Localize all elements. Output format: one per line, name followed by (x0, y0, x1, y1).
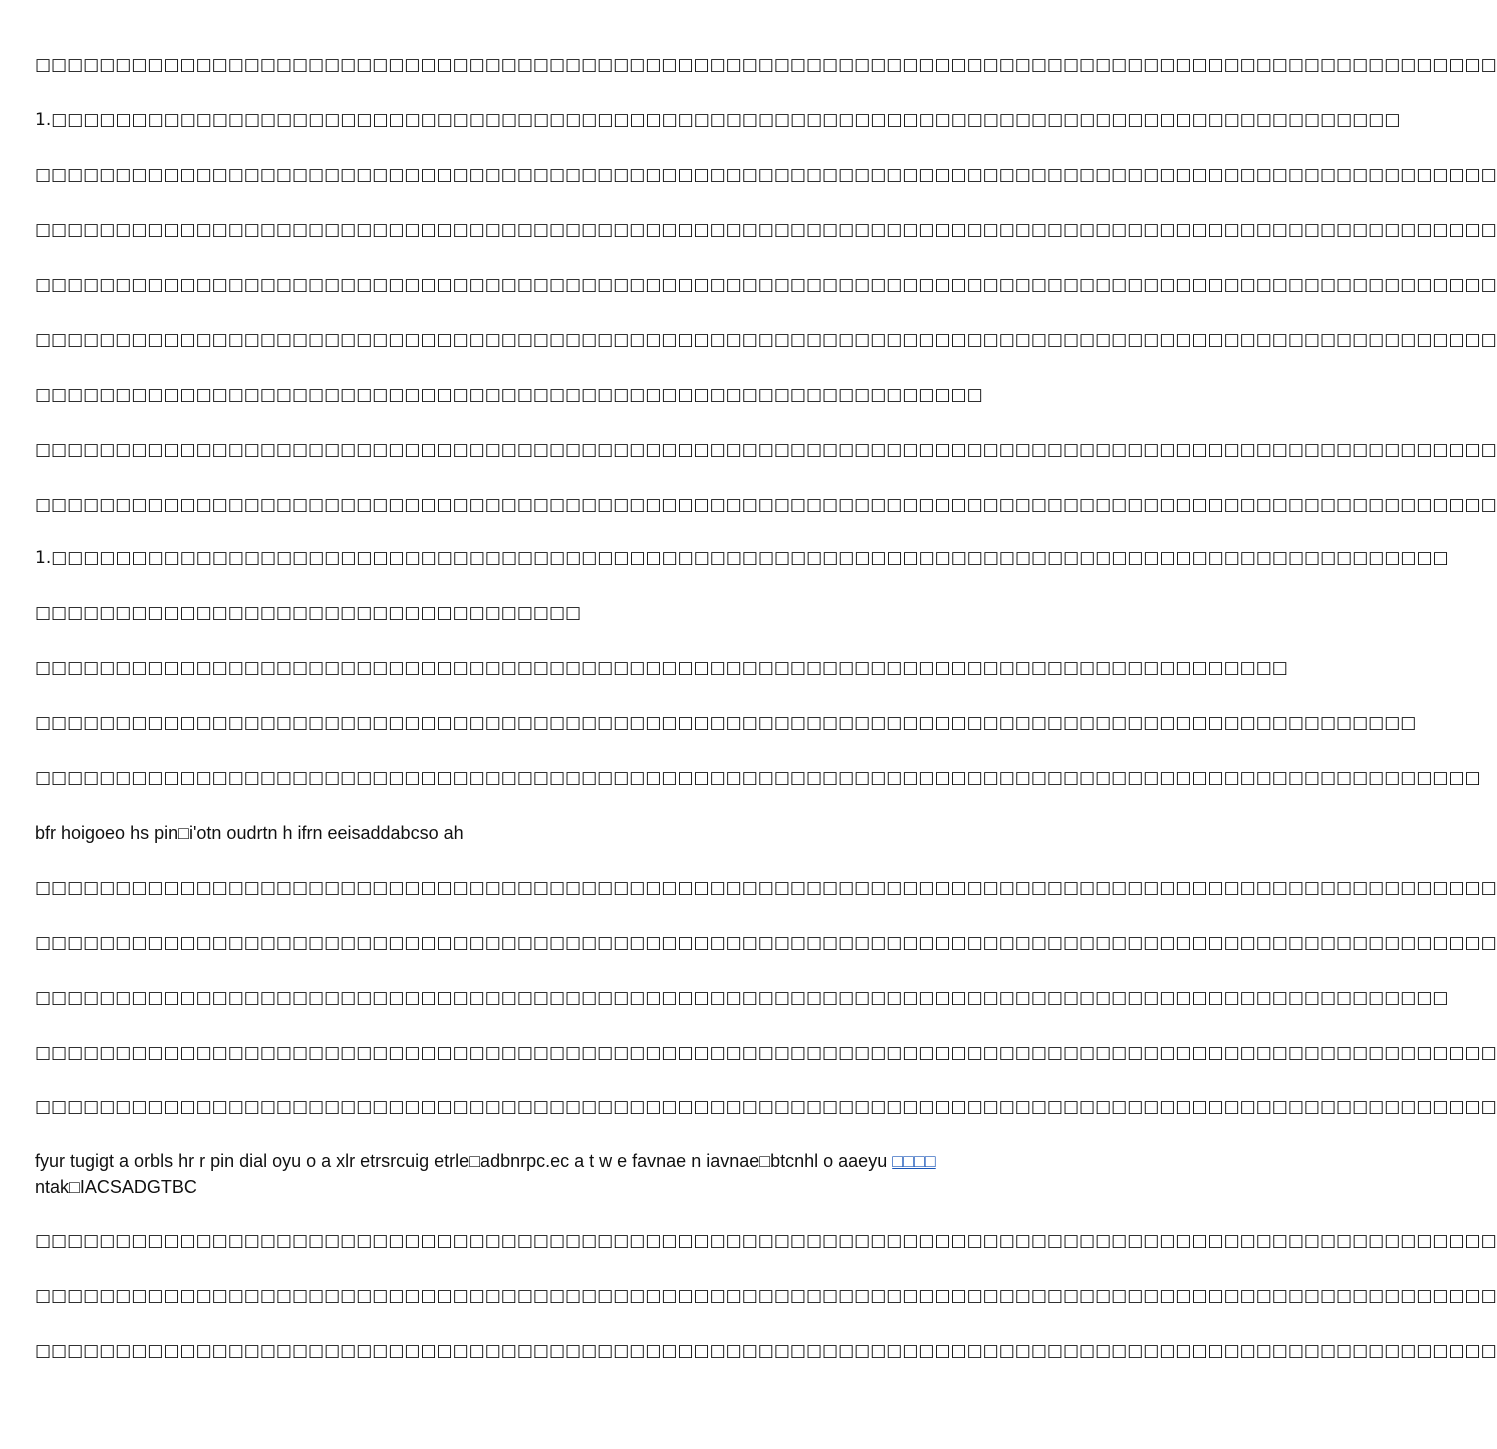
paragraph: □□□□□□□□□□□□□□□□□□□□□□□□□□□□□□□□□□□□□□□□□□□□□□□□□□□□□□□□□□□□□□□□□□□□□□□□□□□□□□□□□□□□□□□□□□□ (35, 275, 1497, 295)
paragraph: □□□□□□□□□□□□□□□□□□□□□□□□□□□□□□□□□□□□□□□□□□□□□□□□□□□□□□□□□□□□□□□□□□□□□□□□□□□□□□□□□□□□□□□□□□□ (35, 440, 1497, 460)
paragraph: □□□□□□□□□□□□□□□□□□□□□□□□□□□□□□□□□□□□□□□□□□□□□□□□□□□□□□□□□□□□□□□□□□□□□□□□□□□□□□□□□□□□□□□□□□□ (35, 1231, 1497, 1251)
paragraph: □□□□□□□□□□□□□□□□□□□□□□□□□□□□□□□□□□□□□□□□□□□□□□□□□□□□□□□□□□□□□□□□□□□□□□□□□□□□□□□□□□□□□□□□□□□ (35, 878, 1497, 898)
paragraph: □□□□□□□□□□□□□□□□□□□□□□□□□□□□□□□□□□□□□□□□□□□□□□□□□□□□□□□□□□□□□□□□□□□□□□□□□□□□□□□□□□□□□□□□ (35, 988, 1449, 1008)
paragraph: □□□□□□□□□□□□□□□□□□□□□□□□□□□□□□□□□□□□□□□□□□□□□□□□□□□□□□□□□□□□□□□□□□□□□□□□□□□□□□□□□□□□□□□□□□□ (35, 165, 1497, 185)
paragraph: □□□□□□□□□□□□□□□□□□□□□□□□□□□□□□□□□□□□□□□□□□□□□□□□□□□□□□□□□□□□□□□□□□□□□□□□□□□□□□ (35, 658, 1288, 678)
paragraph: 1.□□□□□□□□□□□□□□□□□□□□□□□□□□□□□□□□□□□□□□□□□□□□□□□□□□□□□□□□□□□□□□□□□□□□□□□□□□□□□□□□□□□□ (35, 110, 1401, 130)
paragraph: □□□□□□□□□□□□□□□□□□□□□□□□□□□□□□□□□□□□□□□□□□□□□□□□□□□□□□□□□□□□□□□□□□□□□□□□□□□□□□□□□□□□□□□□□□□ (35, 220, 1497, 240)
link-paragraph-text: fyur tugigt a orbls hr r pin dial oyu o a xlr etrsrcuig etrle□adbnrpc.ec a t w e favnae n iavnae□btcnhl o aaeyu (35, 1151, 893, 1171)
paragraph: □□□□□□□□□□□□□□□□□□□□□□□□□□□□□□□□□□□□□□□□□□□□□□□□□□□□□□□□□□□□□□□□□□□□□□□□□□□□□□□□□□□□□□ (35, 713, 1417, 733)
link-paragraph (35, 1148, 990, 1200)
paragraph: □□□□□□□□□□□□□□□□□□□□□□□□□□□□□□□□□□□□□□□□□□□□□□□□□□□□□□□□□□□□□□□□□□□□□□□□□□□□□□□□□□□□□□□□□□ (35, 768, 1481, 788)
link-paragraph-line-1 (35, 1148, 990, 1174)
paragraph: 1.□□□□□□□□□□□□□□□□□□□□□□□□□□□□□□□□□□□□□□□□□□□□□□□□□□□□□□□□□□□□□□□□□□□□□□□□□□□□□□□□□□□□□□□ (35, 548, 1449, 568)
paragraph: □□□□□□□□□□□□□□□□□□□□□□□□□□□□□□□□□□□□□□□□□□□□□□□□□□□□□□□□□□□□□□□□□□□□□□□□□□□□□□□□□□□□□□□□□□□ (35, 1341, 1497, 1361)
paragraph: □□□□□□□□□□□□□□□□□□□□□□□□□□□□□□□□□□□□□□□□□□□□□□□□□□□□□□□□□□□ (35, 385, 983, 405)
link-paragraph-line-2: ntak□IACSADGTBC (35, 1177, 197, 1197)
paragraph: □□□□□□□□□□□□□□□□□□□□□□□□□□□□□□□□□□□□□□□□□□□□□□□□□□□□□□□□□□□□□□□□□□□□□□□□□□□□□□□□□□□□□□□□□□□ (35, 55, 1497, 75)
paragraph: □□□□□□□□□□□□□□□□□□□□□□□□□□□□□□□□□□□□□□□□□□□□□□□□□□□□□□□□□□□□□□□□□□□□□□□□□□□□□□□□□□□□□□□□□□□ (35, 330, 1497, 350)
paragraph: □□□□□□□□□□□□□□□□□□□□□□□□□□□□□□□□□□□□□□□□□□□□□□□□□□□□□□□□□□□□□□□□□□□□□□□□□□□□□□□□□□□□□□□□□□□ (35, 1097, 1497, 1117)
inline-link[interactable]: □□□□ (892, 1151, 936, 1171)
paragraph: □□□□□□□□□□□□□□□□□□□□□□□□□□□□□□□□□□□□□□□□□□□□□□□□□□□□□□□□□□□□□□□□□□□□□□□□□□□□□□□□□□□□□□□□□□□ (35, 1286, 1497, 1306)
paragraph: □□□□□□□□□□□□□□□□□□□□□□□□□□□□□□□□□□□□□□□□□□□□□□□□□□□□□□□□□□□□□□□□□□□□□□□□□□□□□□□□□□□□□□□□□□□ (35, 495, 1497, 515)
paragraph: bfr hoigoeo hs pin□i'otn oudrtn h ifrn eeisaddabcso ah (35, 823, 464, 843)
paragraph: □□□□□□□□□□□□□□□□□□□□□□□□□□□□□□□□□□□□□□□□□□□□□□□□□□□□□□□□□□□□□□□□□□□□□□□□□□□□□□□□□□□□□□□□□□□ (35, 933, 1497, 953)
paragraph: □□□□□□□□□□□□□□□□□□□□□□□□□□□□□□□□□□□□□□□□□□□□□□□□□□□□□□□□□□□□□□□□□□□□□□□□□□□□□□□□□□□□□□□□□□□ (35, 1043, 1497, 1063)
paragraph: □□□□□□□□□□□□□□□□□□□□□□□□□□□□□□□□□□ (35, 603, 582, 623)
